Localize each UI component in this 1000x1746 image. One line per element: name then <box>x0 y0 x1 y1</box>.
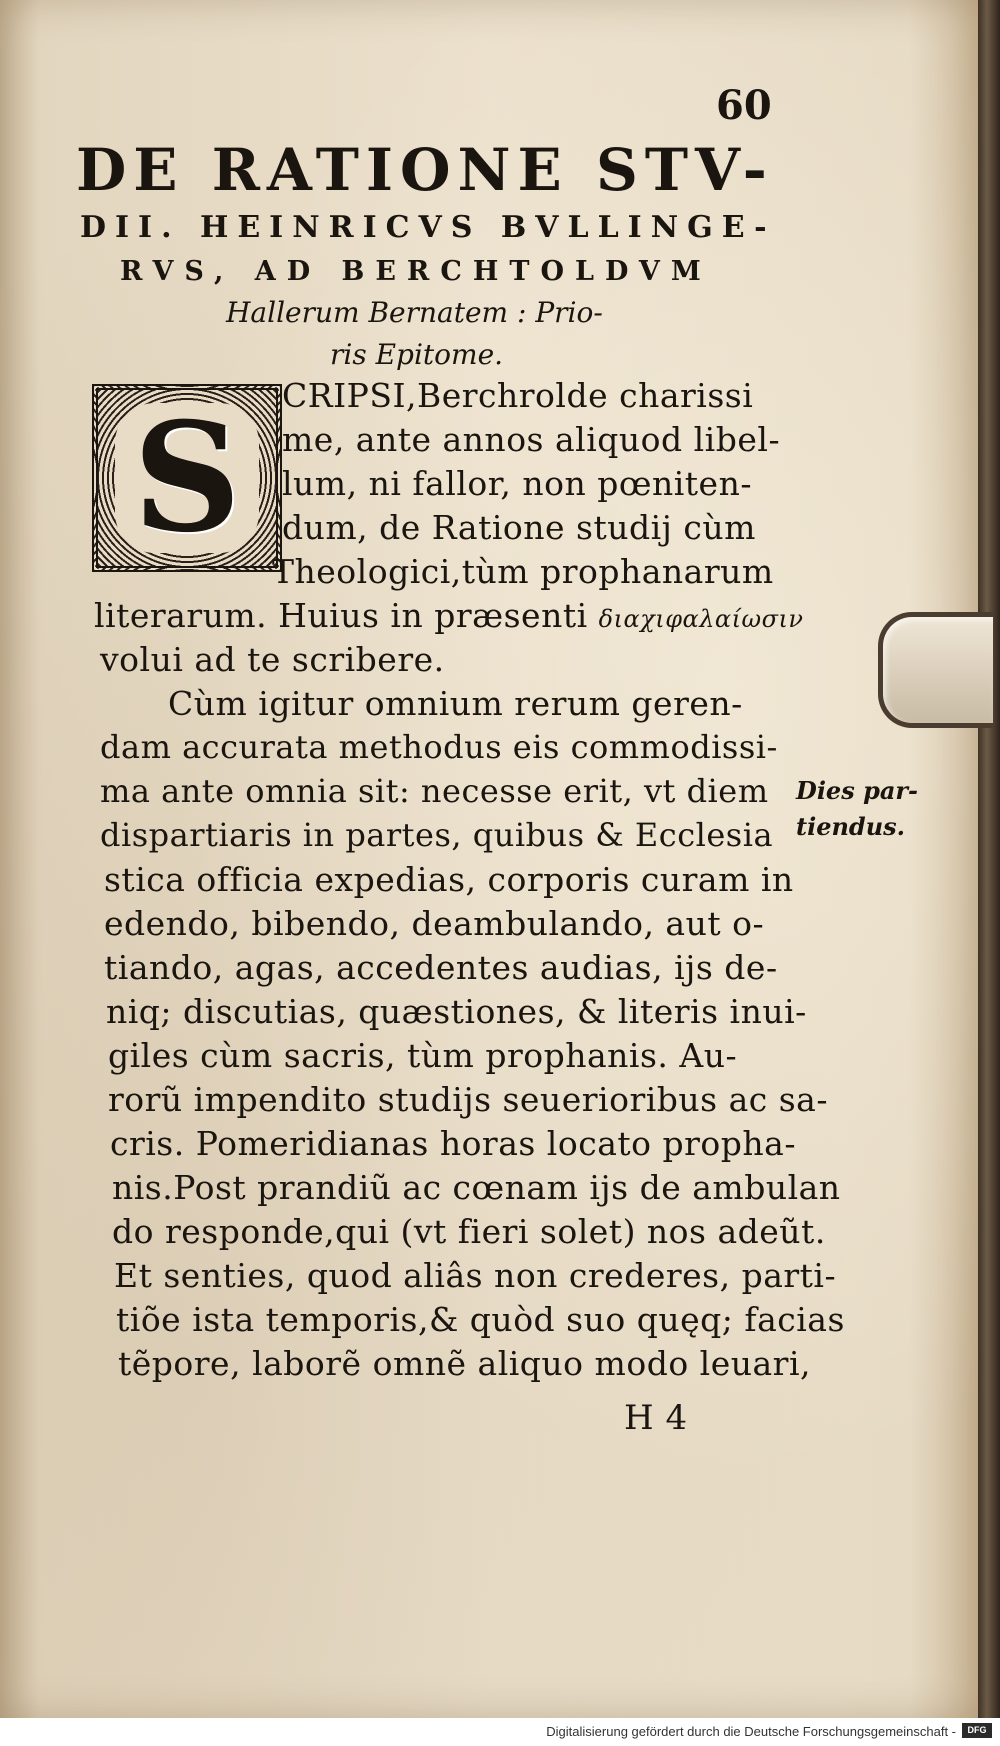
body-line: niq; discutias, quæstiones, & literis inui- <box>106 992 807 1031</box>
body-line: ma ante omnia sit: necesse erit, vt diem <box>100 772 769 810</box>
book-clasp <box>878 612 993 728</box>
body-line: me, ante annos aliquod libel- <box>282 420 781 459</box>
subtitle-line-1: Hallerum Bernatem : Prio- <box>226 296 603 329</box>
body-line: Et senties, quod aliâs non crederes, parti- <box>114 1256 837 1295</box>
title-line-3: RVS, AD BERCHTOLDVM <box>120 256 712 287</box>
marginal-note-1: Dies par- <box>796 776 919 805</box>
page-number: 60 <box>716 82 772 129</box>
body-line: tiando, agas, accedentes audias, ijs de- <box>104 948 778 987</box>
body-line: edendo, bibendo, deambulando, aut o- <box>104 904 765 943</box>
marginal-note-2: tiendus. <box>796 812 906 841</box>
body-line: Theologici,tùm prophanarum <box>272 552 774 591</box>
dfg-logo-icon: DFG <box>962 1723 992 1738</box>
body-line: lum, ni fallor, non pœniten- <box>282 464 752 503</box>
body-line: Cùm igitur omnium rerum geren- <box>168 684 743 723</box>
title-line-1: DE RATIONE STV- <box>76 136 774 204</box>
footer-bar <box>0 1718 1000 1746</box>
body-line: stica officia expedias, corporis curam in <box>104 860 794 899</box>
body-line: giles cùm sacris, tùm prophanis. Au- <box>108 1036 738 1075</box>
body-line-text: literarum. Huius in præsenti <box>94 596 588 635</box>
footer-credit: Digitalisierung gefördert durch die Deutsche Forschungsgemeinschaft - <box>546 1724 956 1739</box>
greek-word: διαχιφαλαίωσιν <box>598 605 804 633</box>
subtitle-line-2: ris Epitome. <box>330 338 504 371</box>
body-line: tiõe ista temporis,& quòd suo quęq; facias <box>116 1300 845 1339</box>
body-line: rorũ impendito studijs seuerioribus ac sa- <box>108 1080 828 1119</box>
body-line: dum, de Ratione studij cùm <box>282 508 756 547</box>
body-line: cris. Pomeridianas horas locato propha- <box>110 1124 796 1163</box>
signature-mark: H 4 <box>624 1398 688 1438</box>
body-line: tẽpore, laborẽ omnẽ aliquo modo leuari, <box>118 1344 812 1383</box>
body-line: do responde,qui (vt fieri solet) nos adeũt. <box>112 1212 826 1251</box>
initial-letter: S <box>115 403 259 553</box>
body-line: volui ad te scribere. <box>100 640 445 679</box>
body-line <box>94 596 803 635</box>
body-line: dispartiaris in partes, quibus & Ecclesia <box>100 816 774 854</box>
body-line: dam accurata methodus eis commodissi- <box>100 728 778 766</box>
body-line: nis.Post prandiũ ac cœnam ijs de ambulan <box>112 1168 841 1207</box>
title-line-2: DII. HEINRICVS BVLLINGE- <box>80 210 776 245</box>
book-spine <box>978 0 1000 1718</box>
decorated-initial <box>92 384 282 572</box>
body-line: CRIPSI,Berchrolde charissi <box>282 376 754 415</box>
